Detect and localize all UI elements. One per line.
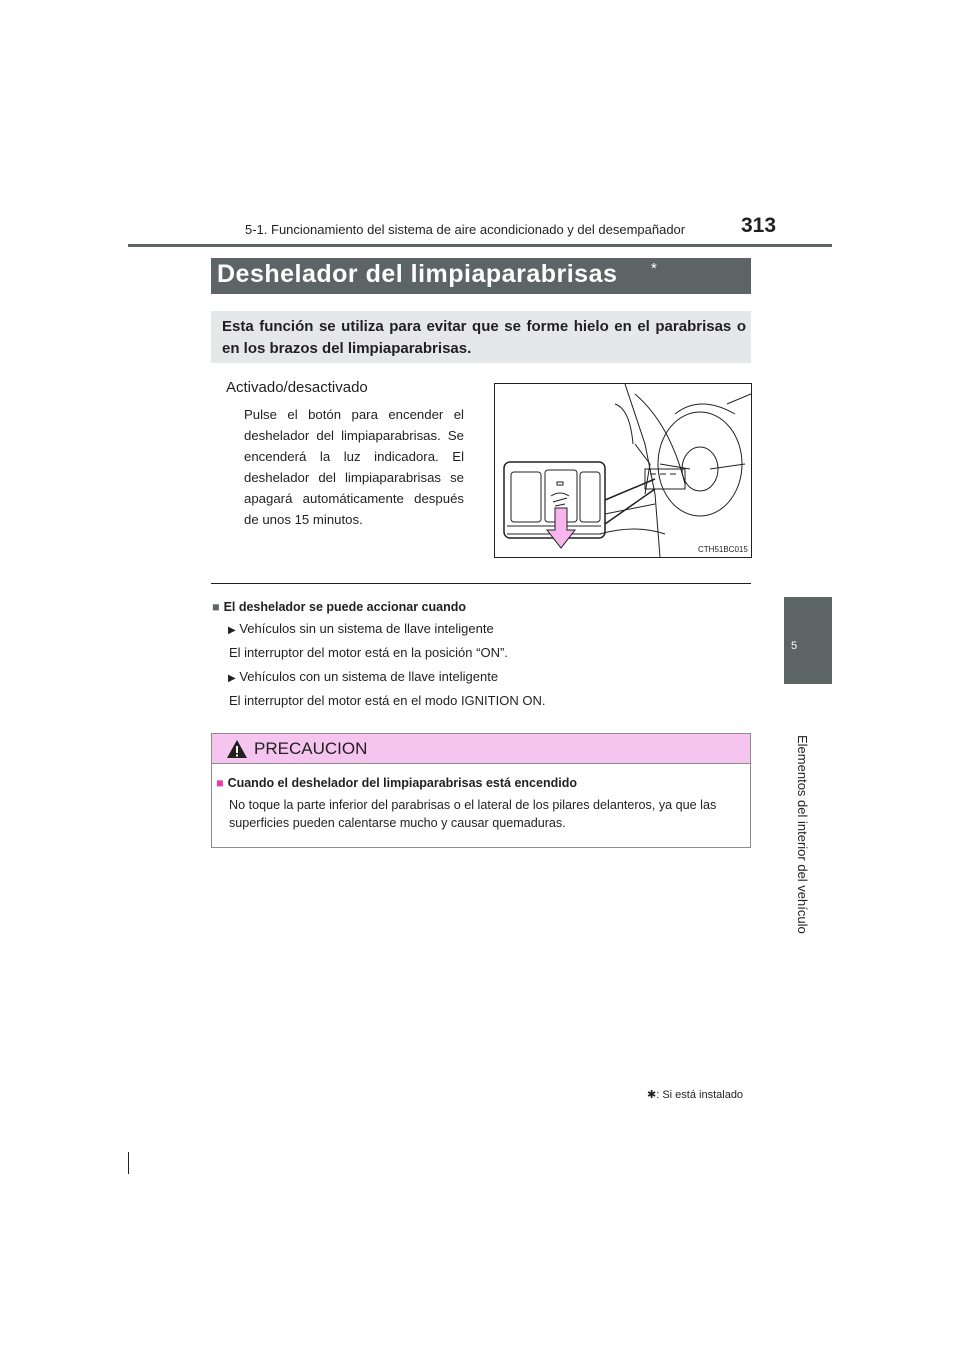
title-asterisk: * [651, 260, 657, 277]
triangle-bullet-icon: ▶ [228, 625, 236, 636]
caution-subheading-text: Cuando el deshelador del limpiaparabrisas está encendido [227, 776, 577, 790]
chapter-number: 5 [791, 640, 798, 652]
dashboard-drawing [495, 384, 751, 557]
list-item [228, 621, 494, 636]
section-header-title: 5-1. Funcionamiento del sistema de aire acondicionado y del desempañador [245, 222, 686, 237]
list-item-label: Vehículos con un sistema de llave inteligente [239, 669, 499, 684]
square-bullet-icon: ■ [216, 776, 224, 790]
note-heading-text: El deshelador se puede accionar cuando [223, 600, 467, 614]
footnote [647, 1088, 743, 1101]
chapter-title: Elementos del interior del vehículo [795, 735, 810, 934]
activation-heading: Activado/desactivado [226, 379, 368, 396]
press-arrow [547, 508, 575, 548]
list-item-label: Vehículos sin un sistema de llave inteligente [239, 621, 494, 636]
figure-code: CTH51BC015 [698, 545, 748, 554]
section-divider [211, 583, 751, 584]
triangle-bullet-icon: ▶ [228, 673, 236, 684]
footnote-text: : Si está instalado [656, 1089, 744, 1101]
asterisk-icon: ✱ [647, 1089, 657, 1101]
list-item [228, 669, 498, 684]
caution-text: No toque la parte inferior del parabrisas o el lateral de los pilares delanteros, ya que las superficies pueden calentarse mucho y causar quemaduras. [229, 798, 717, 830]
margin-mark [128, 1152, 129, 1174]
list-item-text: El interruptor del motor está en la posición “ON”. [229, 645, 508, 660]
header-rule [128, 244, 832, 247]
warning-triangle-icon [226, 739, 248, 759]
list-item-text: El interruptor del motor está en el modo IGNITION ON. [229, 693, 546, 708]
intro-text: Esta función se utiliza para evitar que se forme hielo en el parabrisas o en los brazos del limpiaparabrisas. [222, 318, 746, 357]
square-bullet-icon: ■ [212, 600, 220, 614]
page-title: Deshelador del limpiaparabrisas [217, 260, 618, 288]
activation-body: Pulse el botón para encender el deshelador del limpiaparabrisas. Se encenderá la luz indicadora. El deshelador del limpiaparabrisas se apagará automáticamente después de unos 15 minutos. [244, 407, 464, 527]
page-number: 313 [741, 214, 777, 237]
note-heading [212, 600, 466, 614]
dashboard-illustration [494, 383, 752, 558]
caution-subheading [216, 776, 577, 790]
caution-title: PRECAUCION [254, 739, 368, 758]
